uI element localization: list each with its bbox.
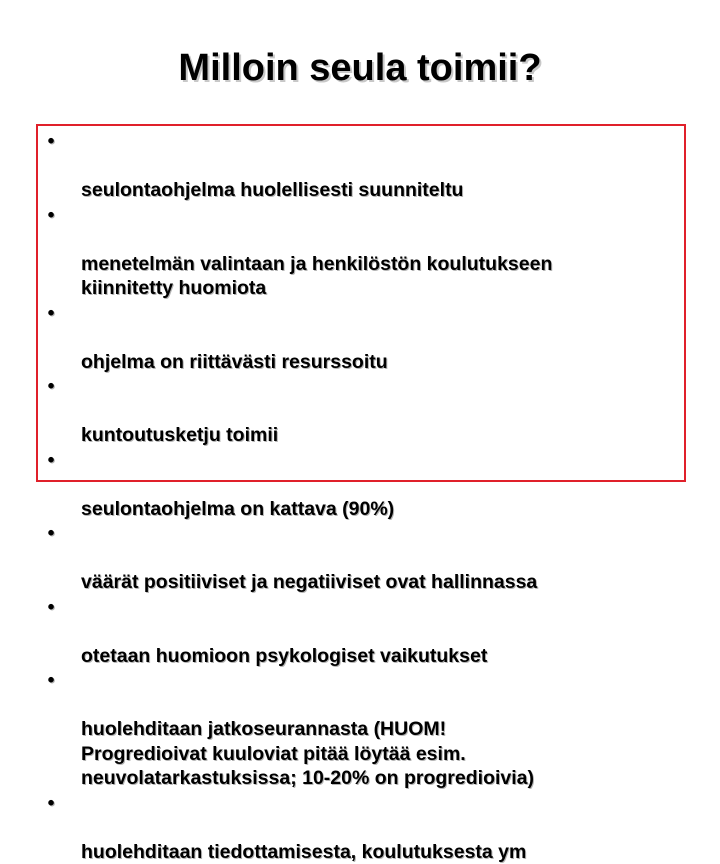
bullet-text: kuntoutusketju toimii — [81, 424, 278, 446]
bullet-icon: • — [41, 595, 61, 620]
bullet-text: seulontaohjelma on kattava (90%) — [81, 498, 394, 520]
bullet-text: huolehditaan tiedottamisesta, koulutuksesta ym — [81, 841, 526, 863]
bullet-item-6 — [41, 521, 671, 595]
bullet-item-2 — [41, 203, 671, 301]
bullet-icon: • — [41, 668, 61, 693]
bullet-text: väärät positiiviset ja negatiiviset ovat hallinnassa — [81, 571, 537, 593]
bullet-icon: • — [41, 301, 61, 326]
bullet-icon: • — [41, 374, 61, 399]
bullet-icon: • — [41, 521, 61, 546]
bullet-text: huolehditaan jatkoseurannasta (HUOM! Progredioivat kuuloviat pitää löytää esim. neuvolatarkastuksissa; 10-20% on progredioivia) — [81, 718, 534, 789]
bullet-icon: • — [41, 129, 61, 154]
bullet-text: menetelmän valintaan ja henkilöstön koulutukseen kiinnitetty huomiota — [81, 253, 552, 300]
bullet-icon: • — [41, 791, 61, 816]
slide-title: Milloin seula toimii? — [0, 42, 720, 94]
bullet-list — [41, 129, 671, 864]
bullet-item-7 — [41, 595, 671, 669]
content-frame — [36, 124, 686, 482]
bullet-item-4 — [41, 374, 671, 448]
bullet-icon: • — [41, 448, 61, 473]
bullet-icon: • — [41, 203, 61, 228]
bullet-item-9 — [41, 791, 671, 864]
bullet-text: otetaan huomioon psykologiset vaikutukset — [81, 645, 487, 667]
bullet-text: seulontaohjelma huolellisesti suunniteltu — [81, 179, 463, 201]
bullet-item-5 — [41, 448, 671, 522]
bullet-item-3 — [41, 301, 671, 375]
bullet-text: ohjelma on riittävästi resurssoitu — [81, 351, 388, 373]
bullet-item-8 — [41, 668, 671, 791]
bullet-item-1 — [41, 129, 671, 203]
